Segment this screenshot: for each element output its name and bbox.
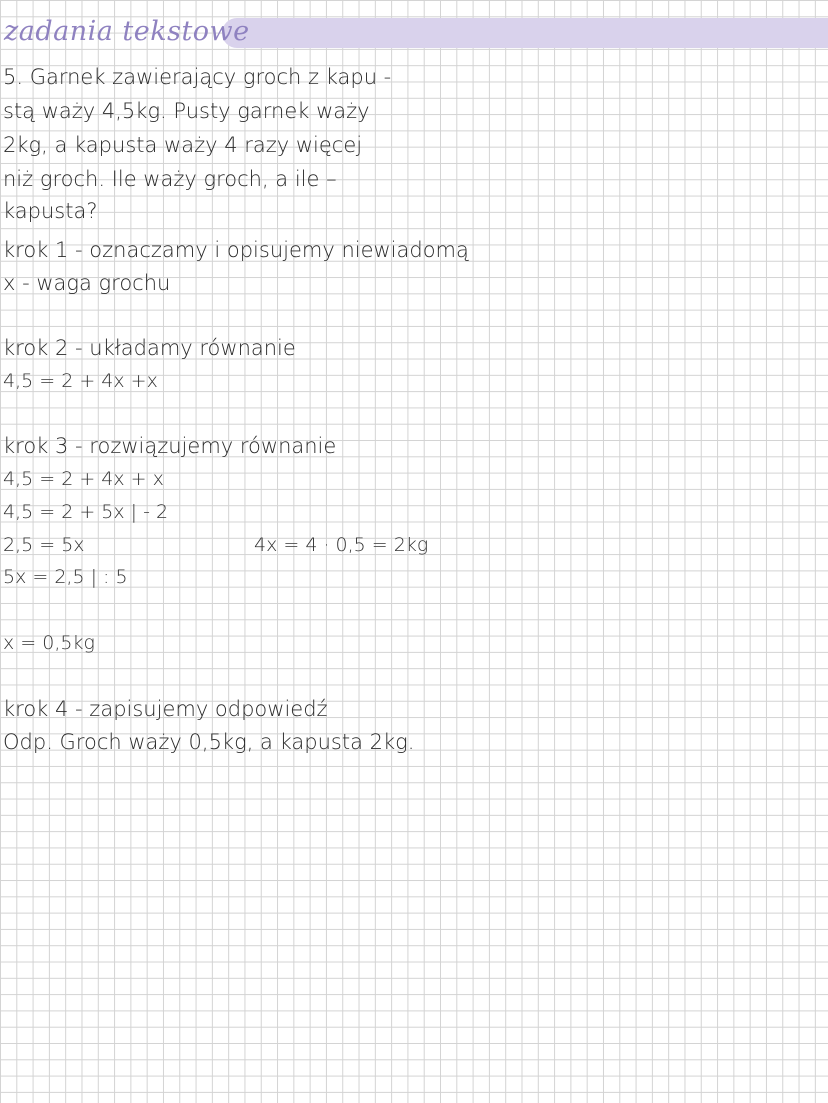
step3-result: x = 0,5kg: [3, 632, 95, 654]
page-title: zadania tekstowe: [4, 16, 250, 47]
problem-line-4: niż groch. Ile waży groch, a ile –: [3, 167, 337, 191]
problem-line-1: 5. Garnek zawierający groch z kapu -: [3, 65, 392, 89]
answer-line: Odp. Groch waży 0,5kg, a kapusta 2kg.: [3, 730, 415, 754]
side-calculation: 4x = 4 · 0,5 = 2kg: [254, 534, 429, 556]
step2-equation: 4,5 = 2 + 4x +x: [3, 370, 158, 392]
step3-heading: krok 3 - rozwiązujemy równanie: [3, 434, 337, 458]
problem-line-3: 2kg, a kapusta waży 4 razy więcej: [3, 133, 363, 157]
step3-line-2: 4,5 = 2 + 5x | - 2: [3, 501, 169, 523]
step1-heading: krok 1 - oznaczamy i opisujemy niewiadomą: [3, 238, 469, 262]
step4-heading: krok 4 - zapisujemy odpowiedź: [3, 697, 328, 721]
header-highlight-bar: [222, 18, 828, 48]
step3-line-4: 5x = 2,5 | : 5: [3, 566, 128, 588]
step3-line-1: 4,5 = 2 + 4x + x: [3, 468, 164, 490]
step2-heading: krok 2 - układamy równanie: [3, 336, 296, 360]
problem-line-2: stą waży 4,5kg. Pusty garnek waży: [3, 99, 370, 123]
problem-line-5: kapusta?: [3, 199, 98, 223]
step1-definition: x - waga grochu: [3, 271, 171, 295]
step3-line-3: 2,5 = 5x: [3, 534, 85, 556]
